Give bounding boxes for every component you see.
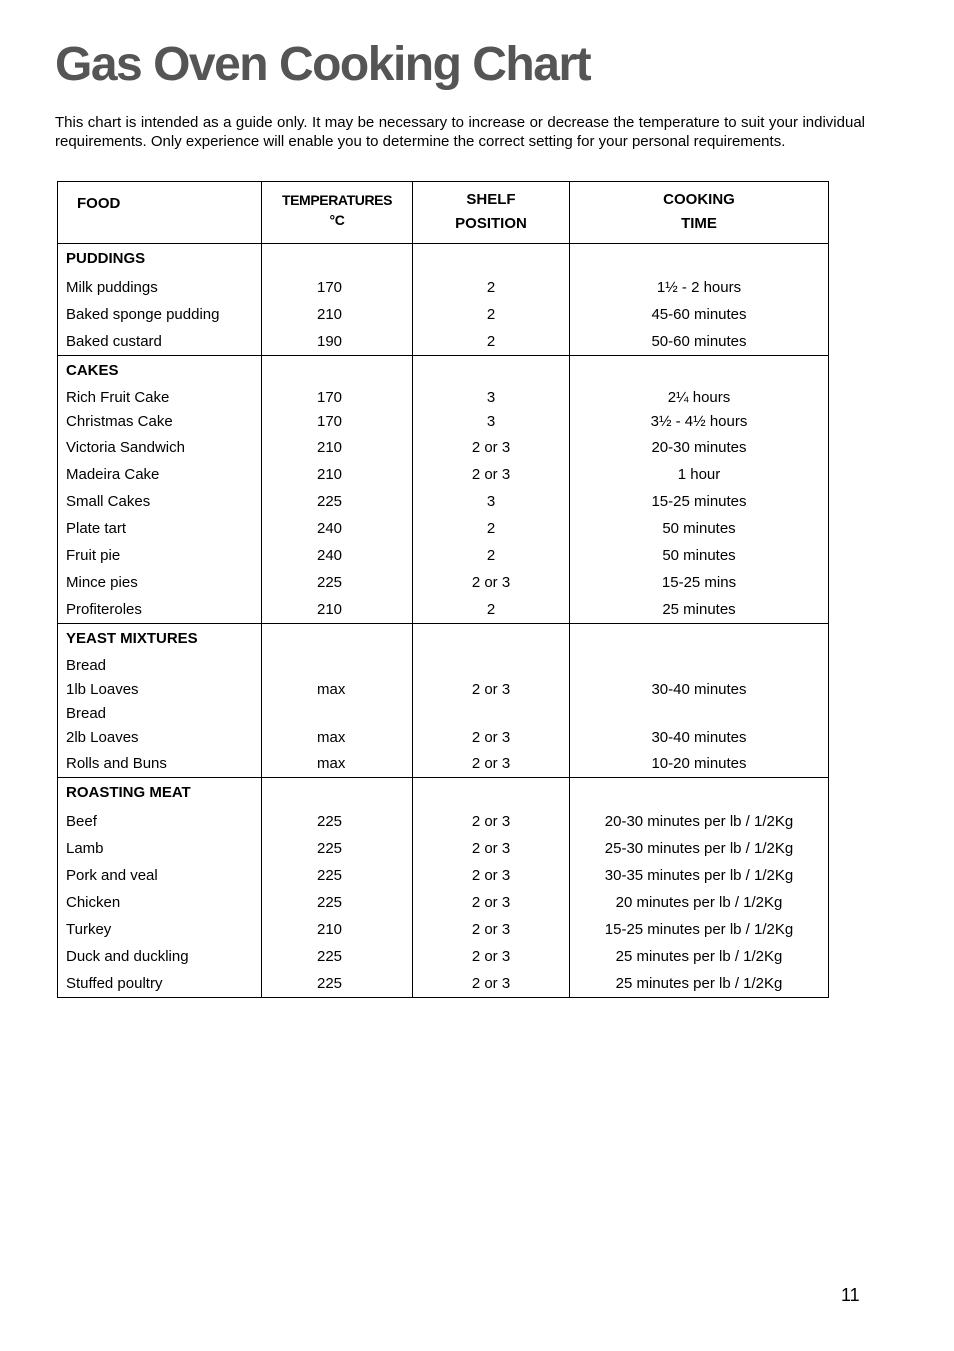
time-cell: 20-30 minutes per lb / 1/2Kg: [570, 808, 829, 835]
table-row: [58, 596, 829, 624]
temperature-cell: 240: [262, 542, 413, 569]
shelf-cell: 2: [413, 542, 570, 569]
header-row: [58, 182, 829, 244]
shelf-cell: 2 or 3: [413, 862, 570, 889]
food-cell: Victoria Sandwich: [58, 434, 262, 461]
food-cell: Madeira Cake: [58, 461, 262, 488]
temperature-cell: 225: [262, 862, 413, 889]
time-cell: 1 hour: [570, 461, 829, 488]
temperature-cell: 225: [262, 569, 413, 596]
section-heading: ROASTING MEAT: [58, 778, 262, 809]
time-cell: 50 minutes: [570, 542, 829, 569]
time-cell: 25-30 minutes per lb / 1/2Kg: [570, 835, 829, 862]
table-row: [58, 328, 829, 356]
section-row-yeast-mixtures: [58, 624, 829, 655]
header-food-label: FOOD: [77, 195, 121, 212]
temperature-cell: 210: [262, 461, 413, 488]
header-temp-line2: °C: [329, 212, 345, 228]
header-temp-line1: TEMPERATURES: [281, 192, 393, 208]
shelf-cell: 3: [413, 488, 570, 515]
time-cell: 2¼ hours: [570, 386, 829, 410]
table-row: [58, 702, 829, 726]
table-row: [58, 862, 829, 889]
section-heading: YEAST MIXTURES: [58, 624, 262, 655]
table-row: [58, 461, 829, 488]
time-cell: 50-60 minutes: [570, 328, 829, 356]
food-cell: Beef: [58, 808, 262, 835]
cooking-chart-table: [57, 181, 829, 998]
table-row: [58, 488, 829, 515]
food-cell: Chicken: [58, 889, 262, 916]
shelf-cell: 2 or 3: [413, 943, 570, 970]
header-shelf-position: [413, 182, 570, 244]
shelf-cell: 2 or 3: [413, 889, 570, 916]
time-cell: 20 minutes per lb / 1/2Kg: [570, 889, 829, 916]
table-row: [58, 301, 829, 328]
section-row-roasting-meat: [58, 778, 829, 809]
table-row: [58, 916, 829, 943]
header-time-line1: COOKING: [663, 191, 735, 208]
time-cell: 3½ - 4½ hours: [570, 410, 829, 434]
table-row: [58, 654, 829, 678]
time-cell: 1½ - 2 hours: [570, 274, 829, 301]
food-cell: Lamb: [58, 835, 262, 862]
table-row: [58, 569, 829, 596]
food-cell: Christmas Cake: [58, 410, 262, 434]
header-food: [58, 182, 262, 244]
temperature-cell: 210: [262, 434, 413, 461]
shelf-cell: 2: [413, 274, 570, 301]
table-row: [58, 386, 829, 410]
time-cell: 15-25 minutes per lb / 1/2Kg: [570, 916, 829, 943]
temperature-cell: 170: [262, 410, 413, 434]
food-cell: Duck and duckling: [58, 943, 262, 970]
shelf-cell: 2 or 3: [413, 461, 570, 488]
food-cell: Bread: [58, 654, 262, 678]
header-shelf-line2: POSITION: [455, 215, 527, 232]
temperature-cell: 225: [262, 943, 413, 970]
food-cell: Profiteroles: [58, 596, 262, 624]
intro-paragraph: This chart is intended as a guide only. It may be necessary to increase or decrease the temperature to suit your individual requirements. Only experience will enable you to determine the correct setting for your personal requirements.: [55, 114, 865, 150]
temperature-cell: 190: [262, 328, 413, 356]
page-title: Gas Oven Cooking Chart: [55, 38, 591, 91]
food-cell: Plate tart: [58, 515, 262, 542]
food-cell: Turkey: [58, 916, 262, 943]
temperature-cell: 225: [262, 488, 413, 515]
table-row: [58, 434, 829, 461]
section-heading: PUDDINGS: [58, 244, 262, 275]
food-cell: Stuffed poultry: [58, 970, 262, 998]
time-cell: 30-40 minutes: [570, 726, 829, 750]
temperature-cell: 240: [262, 515, 413, 542]
temperature-cell: 210: [262, 301, 413, 328]
section-row-puddings: [58, 244, 829, 275]
shelf-cell: 2: [413, 328, 570, 356]
header-shelf-line1: SHELF: [466, 191, 516, 208]
time-cell: 30-40 minutes: [570, 678, 829, 702]
header-time-line2: TIME: [681, 215, 717, 232]
shelf-cell: 2 or 3: [413, 970, 570, 998]
table-row: [58, 943, 829, 970]
food-cell: Small Cakes: [58, 488, 262, 515]
temperature-cell: 170: [262, 386, 413, 410]
time-cell: 10-20 minutes: [570, 750, 829, 778]
table-row: [58, 808, 829, 835]
time-cell: 15-25 mins: [570, 569, 829, 596]
temperature-cell: max: [262, 678, 413, 702]
food-cell: 2lb Loaves: [58, 726, 262, 750]
food-cell: Rolls and Buns: [58, 750, 262, 778]
time-cell: 25 minutes: [570, 596, 829, 624]
time-cell: 15-25 minutes: [570, 488, 829, 515]
temperature-cell: 170: [262, 274, 413, 301]
shelf-cell: 3: [413, 410, 570, 434]
table-row: [58, 274, 829, 301]
shelf-cell: 3: [413, 386, 570, 410]
temperature-cell: max: [262, 750, 413, 778]
time-cell: 25 minutes per lb / 1/2Kg: [570, 970, 829, 998]
temperature-cell: 225: [262, 970, 413, 998]
table-row: [58, 750, 829, 778]
temperature-cell: 225: [262, 889, 413, 916]
table-row: [58, 726, 829, 750]
table-row: [58, 542, 829, 569]
temperature-cell: 210: [262, 596, 413, 624]
shelf-cell: 2 or 3: [413, 434, 570, 461]
section-heading: CAKES: [58, 356, 262, 387]
table-row: [58, 835, 829, 862]
shelf-cell: 2 or 3: [413, 835, 570, 862]
time-cell: 25 minutes per lb / 1/2Kg: [570, 943, 829, 970]
food-cell: Pork and veal: [58, 862, 262, 889]
food-cell: Baked custard: [58, 328, 262, 356]
temperature-cell: 210: [262, 916, 413, 943]
shelf-cell: 2: [413, 515, 570, 542]
temperature-cell: 225: [262, 835, 413, 862]
shelf-cell: 2: [413, 596, 570, 624]
shelf-cell: 2 or 3: [413, 916, 570, 943]
time-cell: 50 minutes: [570, 515, 829, 542]
header-cooking-time: [570, 182, 829, 244]
shelf-cell: 2 or 3: [413, 808, 570, 835]
section-row-cakes: [58, 356, 829, 387]
temperature-cell: 225: [262, 808, 413, 835]
header-temperatures: [262, 182, 413, 244]
shelf-cell: 2 or 3: [413, 726, 570, 750]
food-cell: Mince pies: [58, 569, 262, 596]
table-row: [58, 970, 829, 998]
table-row: [58, 678, 829, 702]
page-number: 11: [841, 1285, 860, 1305]
food-cell: Fruit pie: [58, 542, 262, 569]
food-cell: Milk puddings: [58, 274, 262, 301]
food-cell: Baked sponge pudding: [58, 301, 262, 328]
shelf-cell: 2 or 3: [413, 750, 570, 778]
table-row: [58, 410, 829, 434]
time-cell: 45-60 minutes: [570, 301, 829, 328]
shelf-cell: 2: [413, 301, 570, 328]
shelf-cell: 2 or 3: [413, 678, 570, 702]
time-cell: 20-30 minutes: [570, 434, 829, 461]
table-row: [58, 515, 829, 542]
food-cell: 1lb Loaves: [58, 678, 262, 702]
table-row: [58, 889, 829, 916]
food-cell: Bread: [58, 702, 262, 726]
temperature-cell: max: [262, 726, 413, 750]
time-cell: 30-35 minutes per lb / 1/2Kg: [570, 862, 829, 889]
shelf-cell: 2 or 3: [413, 569, 570, 596]
food-cell: Rich Fruit Cake: [58, 386, 262, 410]
